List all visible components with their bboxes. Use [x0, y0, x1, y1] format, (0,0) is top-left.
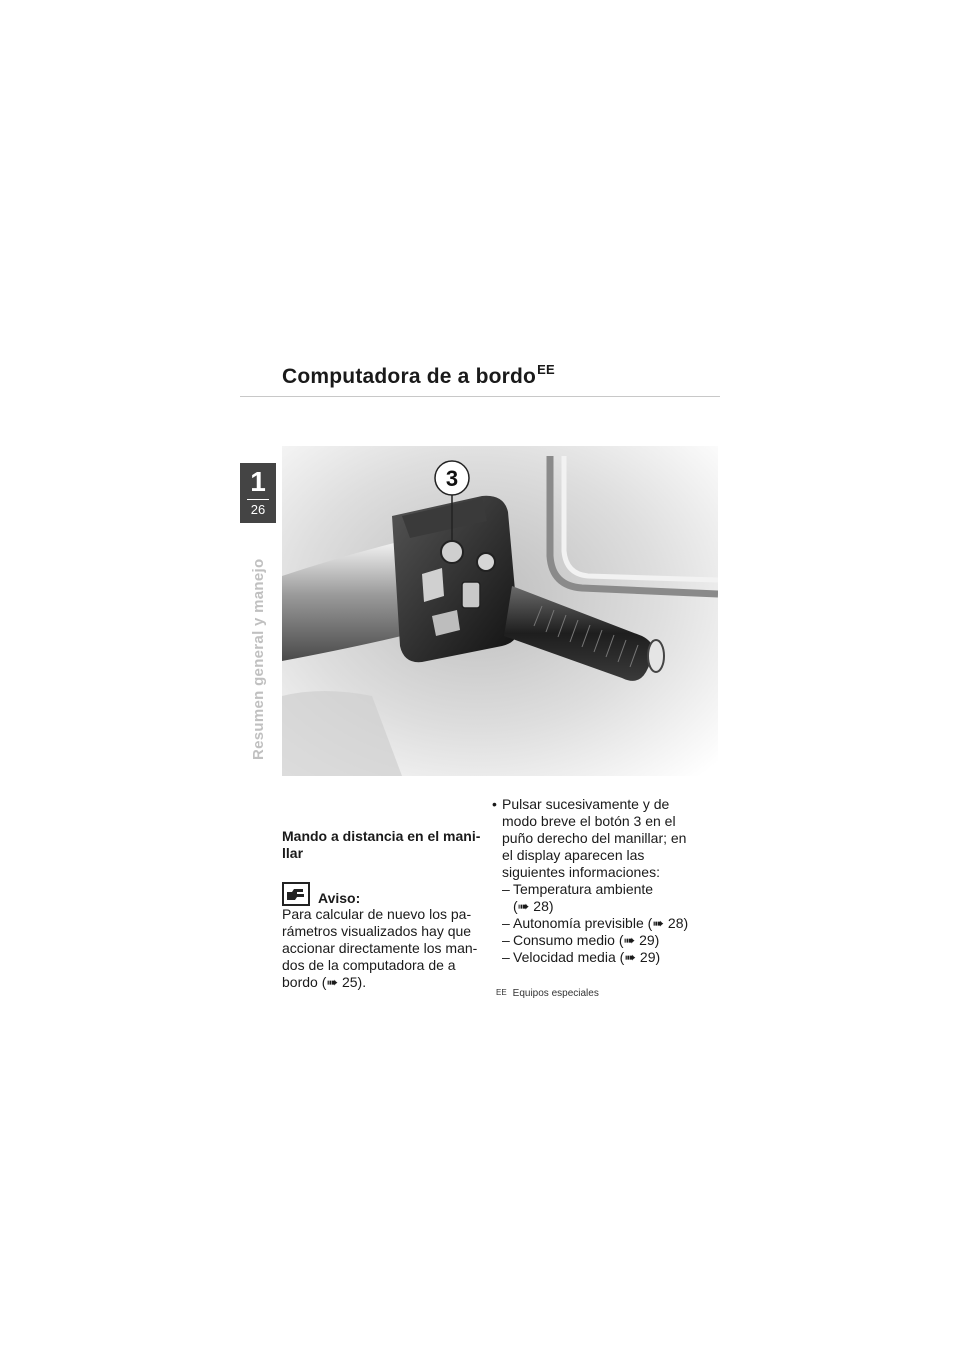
notice-header	[282, 882, 482, 906]
chapter-number: 1	[250, 466, 266, 497]
list-item	[502, 932, 702, 949]
left-column	[282, 828, 482, 991]
callout-number: 3	[445, 466, 459, 491]
title-rule	[240, 396, 720, 397]
dash-mark: –	[502, 932, 510, 948]
chapter-side-label: Resumen general y manejo	[250, 558, 267, 760]
dash-mark: –	[502, 915, 510, 931]
chapter-divider	[247, 499, 269, 500]
handlebar-control-photo	[282, 446, 718, 776]
bullet-dot: •	[492, 796, 497, 812]
list-item-text: Velocidad media (➠ 29)	[513, 949, 661, 965]
bullet-item	[492, 796, 702, 881]
right-column	[492, 796, 702, 966]
page-number: 26	[250, 502, 266, 517]
notice-label: Aviso:	[318, 890, 361, 906]
footnote	[496, 988, 599, 999]
list-item	[502, 915, 702, 932]
title-superscript: EE	[537, 362, 555, 377]
list-item-text: Autonomía previsible (➠ 28)	[513, 915, 689, 931]
notice-hand-icon	[282, 882, 310, 906]
list-item-text: Temperatura ambiente (➠ 28)	[513, 881, 654, 914]
dash-mark: –	[502, 881, 510, 897]
footnote-mark: EE	[496, 988, 507, 997]
list-item	[502, 881, 702, 915]
notice-text: Para calcular de nuevo los pa- rámetros visualizados hay que accionar directamente los man- dos de la computadora de a bordo (➠ 25).	[282, 906, 478, 990]
chapter-tab	[240, 463, 276, 523]
footnote-text: Equipos especiales	[512, 988, 599, 999]
title-text: Computadora de a bordo	[282, 365, 537, 388]
dash-mark: –	[502, 949, 510, 965]
list-item-text: Consumo medio (➠ 29)	[513, 932, 660, 948]
page-title	[282, 362, 555, 389]
list-item	[502, 949, 702, 966]
subheading: Mando a distancia en el mani- llar	[282, 828, 481, 861]
bullet-text: Pulsar sucesivamente y de modo breve el botón 3 en el puño derecho del manillar; en el display aparecen las siguientes informaciones:	[502, 796, 687, 880]
